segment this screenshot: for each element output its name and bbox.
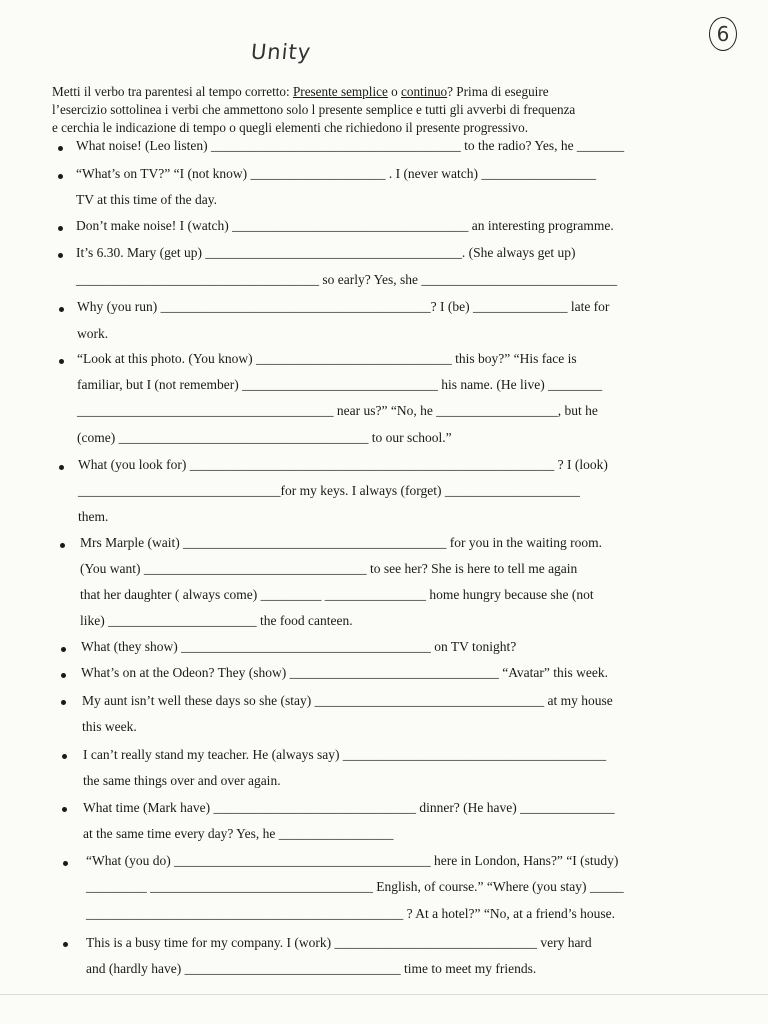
bullet-icon [61,700,66,705]
exercise-3-line-1: Don’t make noise! I (watch) ___________________________________ an interesting programme. [76,218,614,233]
exercise-9-line-1: What (they show) _____________________________________ on TV tonight? [81,639,517,654]
bullet-icon [62,754,67,759]
exercise-6-line-3: ______________________________________ near us?” “No, he __________________, but he [77,403,598,418]
exercise-5-line-1: Why (you run) ________________________________________? I (be) ______________ late for [77,299,610,314]
exercise-1-line-1: What noise! (Leo listen) _____________________________________ to the radio? Yes, he _______ [76,138,625,153]
bullet-icon [58,174,63,179]
exercise-12-line-2: the same things over and over again. [83,773,281,788]
bullet-icon [58,253,63,258]
bullet-icon [61,647,66,652]
bullet-icon [58,146,63,151]
worksheet-title: Unity [249,40,313,64]
exercise-8-line-4: like) ______________________ the food canteen. [80,613,353,628]
exercise-2-line-2: TV at this time of the day. [76,192,217,207]
exercise-12-line-1: I can’t really stand my teacher. He (always say) _______________________________________ [83,747,607,762]
exercise-13-line-2: at the same time every day? Yes, he _________________ [83,826,394,841]
exercise-7-line-3: them. [78,509,109,524]
exercise-6-line-2: familiar, but I (not remember) _____________________________ his name. (He live) ________ [77,377,603,392]
bullet-icon [59,465,64,470]
exercise-14-line-1: “What (you do) ______________________________________ here in London, Hans?” “I (study) [86,853,619,868]
instructions-line-3: e cerchia le indicazione di tempo o quegli elementi che richiedono il presente progressivo. [52,120,529,135]
exercise-15-line-1: This is a busy time for my company. I (work) ______________________________ very hard [86,935,592,950]
bullet-icon [62,807,67,812]
exercise-14-line-3: _______________________________________________ ? At a hotel?” “No, at a friend’s house. [86,906,616,921]
exercise-7-line-1: What (you look for) ______________________________________________________ ? I (look) [78,457,608,472]
bullet-icon [59,359,64,364]
bullet-icon [60,543,65,548]
exercise-15-line-2: and (hardly have) ________________________________ time to meet my friends. [86,961,537,976]
exercise-5-line-2: work. [77,326,109,341]
bullet-icon [59,307,64,312]
bullet-icon [63,861,68,866]
exercise-10-line-1: What’s on at the Odeon? They (show) _______________________________ “Avatar” this week. [81,665,609,680]
exercise-14-line-2: _________ _________________________________ English, of course.” “Where (you stay) _____ [86,879,624,894]
exercise-4-line-2: ____________________________________ so early? Yes, she _____________________________ [76,272,618,287]
exercise-4-line-1: It’s 6.30. Mary (get up) ______________________________________. (She always get up) [76,245,576,260]
exercise-11-line-1: My aunt isn’t well these days so she (stay) __________________________________ at my house [82,693,613,708]
bullet-icon [61,673,66,678]
scan-edge [0,994,768,995]
exercise-8-line-2: (You want) _________________________________ to see her? She is here to tell me again [80,561,578,576]
exercise-7-line-2: ______________________________for my keys. I always (forget) ____________________ [78,483,580,498]
bullet-icon [63,942,68,947]
exercise-6-line-4: (come) _____________________________________ to our school.” [77,430,452,445]
exercise-2-line-1: “What’s on TV?” “I (not know) ____________________ . I (never watch) _________________ [76,166,597,181]
page-number-circle: 6 [709,17,737,51]
exercise-6-line-1: “Look at this photo. (You know) _____________________________ this boy?” “His face is [77,351,577,366]
exercise-11-line-2: this week. [82,719,137,734]
bullet-icon [58,226,63,231]
instructions-line-2: l’esercizio sottolinea i verbi che ammettono solo l presente semplice e tutti gli avverbi di frequenza [52,102,576,117]
exercise-8-line-3: that her daughter ( always come) _________ _______________ home hungry because she (not [80,587,594,602]
exercise-8-line-1: Mrs Marple (wait) _______________________________________ for you in the waiting room. [80,535,602,550]
exercise-13-line-1: What time (Mark have) ______________________________ dinner? (He have) ______________ [83,800,615,815]
instructions-line-1: Metti il verbo tra parentesi al tempo corretto: Presente semplice o continuo? Prima di eseguire [52,84,549,99]
